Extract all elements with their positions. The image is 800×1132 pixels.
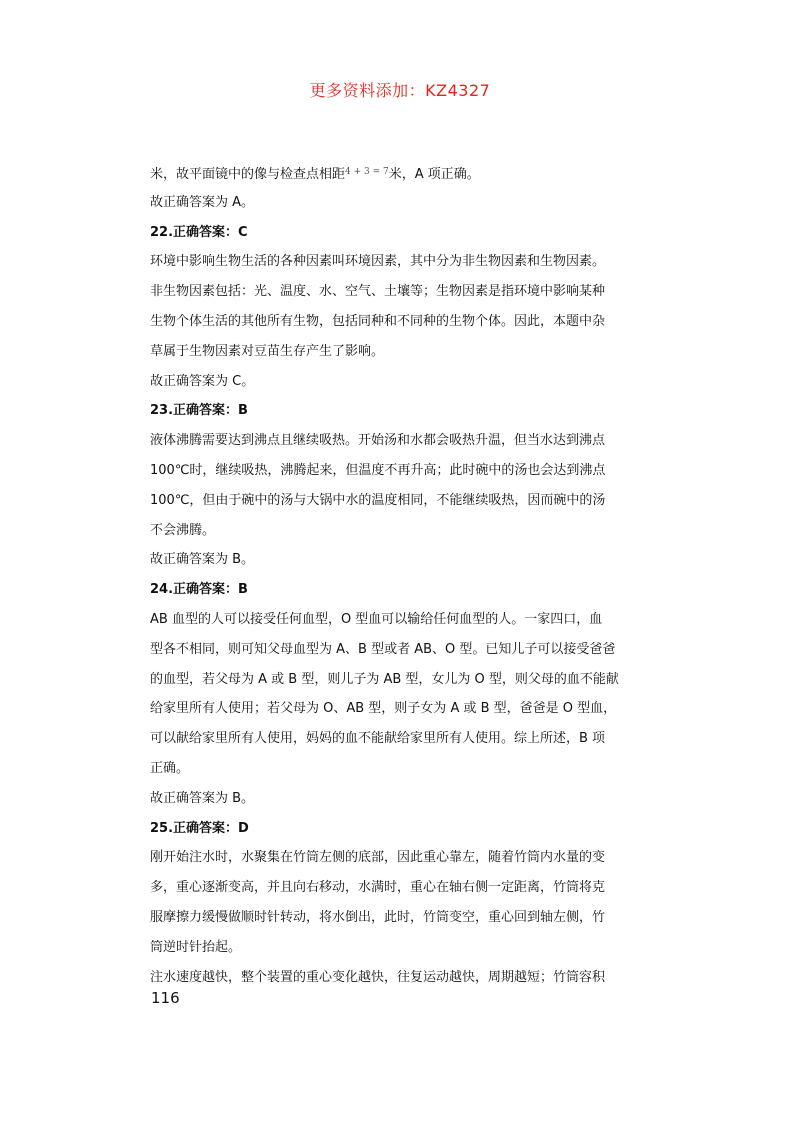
text-line: 故正确答案为 B。 [150, 552, 255, 568]
text-line: AB 血型的人可以接受任何血型，O 型血可以输给任何血型的人。一家四口，血 [150, 611, 603, 627]
text-line: 给家里所有人使用；若父母为 O、AB 型，则子女为 A 或 B 型，爸爸是 O 型血， [150, 701, 617, 717]
text-line: 非生物因素包括：光、温度、水、空气、土壤等；生物因素是指环境中影响某种 [150, 284, 606, 300]
math-expression: 4 + 3 = 7 [345, 167, 389, 177]
text-line: 不会沸腾。 [150, 522, 216, 538]
page-number: 116 [151, 989, 180, 1007]
text-line: 注水速度越快，整个装置的重心变化越快，往复运动越快，周期越短；竹筒容积 [150, 969, 606, 985]
answer-heading: 24.正确答案：B [150, 582, 248, 598]
text-line: 故正确答案为 A。 [150, 194, 255, 210]
text-line [150, 158, 650, 188]
text-line: 环境中影响生物生活的各种因素叫环境因素，其中分为非生物因素和生物因素。 [150, 254, 606, 270]
text-line: 服摩擦力缓慢做顺时针转动，将水倒出，此时，竹筒变空，重心回到轴左侧，竹 [150, 909, 606, 925]
answer-heading: 25.正确答案：D [150, 820, 249, 836]
text-line: 生物个体生活的其他所有生物，包括同种和不同种的生物个体。因此，本题中杂 [150, 313, 606, 329]
text-line: 多，重心逐渐变高，并且向右移动，水满时，重心在轴右侧一定距离，竹筒将克 [150, 880, 606, 896]
text-line: 的血型，若父母为 A 或 B 型，则儿子为 AB 型，女儿为 O 型，则父母的血不能献 [150, 671, 619, 687]
text-line: 故正确答案为 B。 [150, 790, 255, 806]
header-contact-banner: 更多资料添加：KZ4327 [309, 81, 491, 100]
text-line: 筒逆时针抬起。 [150, 939, 242, 955]
text-line: 草属于生物因素对豆苗生存产生了影响。 [150, 343, 385, 359]
text-line: 刚开始注水时，水聚集在竹筒左侧的底部，因此重心靠左，随着竹筒内水量的变 [150, 850, 606, 866]
text-segment: 米，故平面镜中的像与检查点相距 [150, 167, 346, 182]
answer-heading: 22.正确答案：C [150, 224, 248, 240]
text-line: 100℃，但由于碗中的汤与大锅中水的温度相同，不能继续吸热，因而碗中的汤 [150, 492, 606, 508]
text-line: 100℃时，继续吸热，沸腾起来，但温度不再升高；此时碗中的汤也会达到沸点 [150, 462, 606, 478]
text-line: 故正确答案为 C。 [150, 373, 255, 389]
text-segment: 米，A 项正确。 [388, 167, 480, 182]
text-line: 型各不相同，则可知父母血型为 A、B 型或者 AB、O 型。已知儿子可以接受爸爸 [150, 641, 616, 657]
document-body [150, 158, 650, 992]
text-line: 正确。 [150, 760, 190, 776]
text-line: 液体沸腾需要达到沸点且继续吸热。开始汤和水都会吸热升温，但当水达到沸点 [150, 433, 606, 449]
answer-heading: 23.正确答案：B [150, 403, 248, 419]
text-line: 可以献给家里所有人使用，妈妈的血不能献给家里所有人使用。综上所述，B 项 [150, 731, 606, 747]
